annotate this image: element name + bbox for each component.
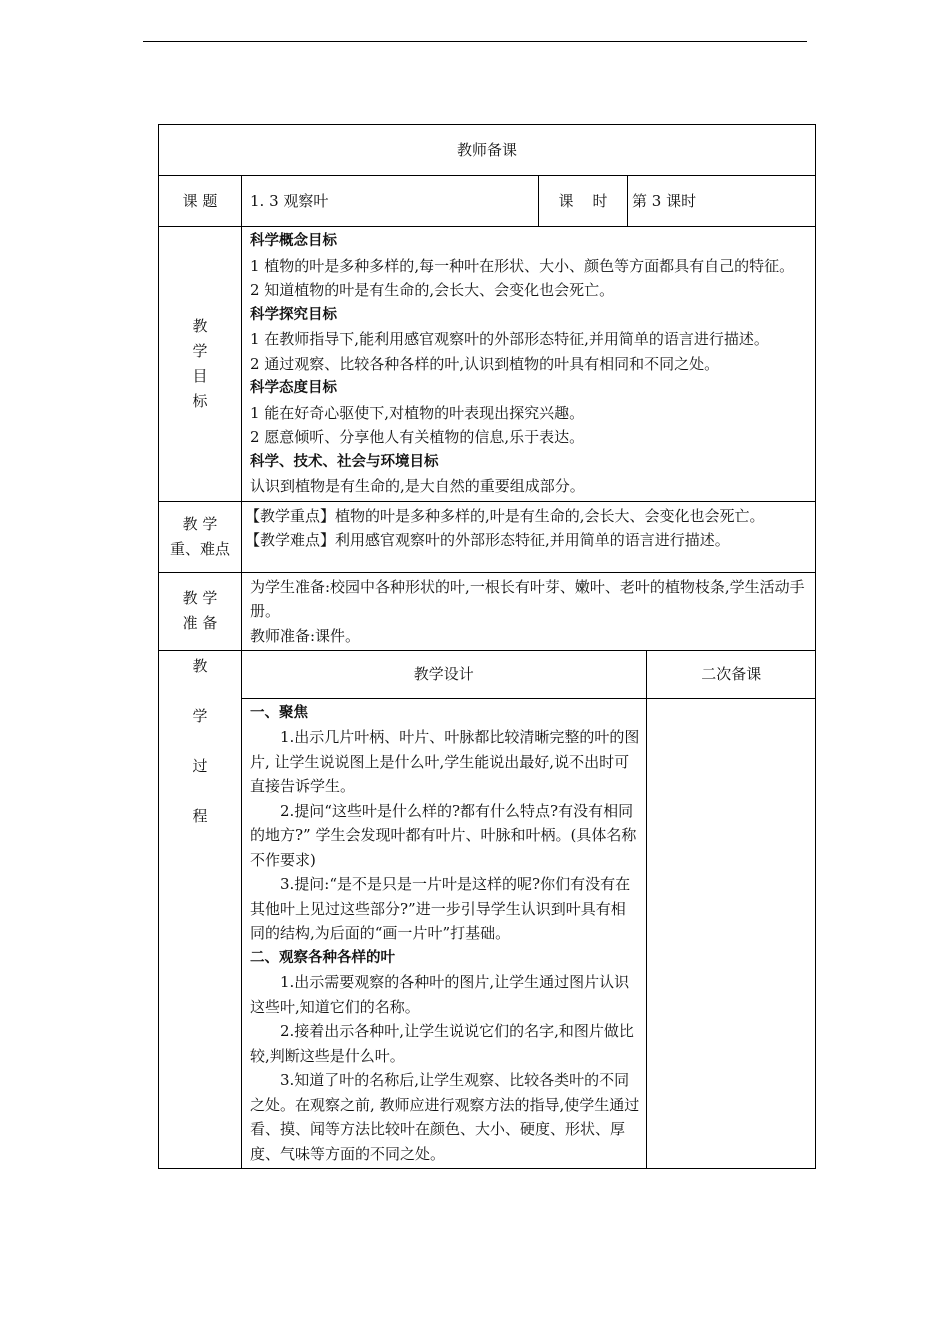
preparation-label <box>159 572 242 651</box>
objective-heading: 科学态度目标 <box>250 380 337 396</box>
student-preparation: 为学生准备:校园中各种形状的叶,一根长有叶芽、嫩叶、老叶的植物枝条,学生活动手册。 <box>250 577 805 620</box>
header-rule <box>143 41 807 42</box>
topic-label: 课 题 <box>159 176 242 227</box>
process-table <box>242 651 816 1168</box>
preparation-label-line: 准 备 <box>182 614 218 633</box>
objective-item: 1 植物的叶是多种多样的,每一种叶在形状、大小、颜色等方面都具有自己的特征。 <box>250 256 795 275</box>
process-label-char: 过 <box>192 757 208 775</box>
key-points-label <box>159 501 242 572</box>
process-paragraph: 2.提问“这些叶是什么样的?都有什么特点?有没有相同的地方?” 学生会发现叶都有叶片、叶脉和叶柄。(具体名称不作要求) <box>250 801 637 869</box>
process-heading: 一、聚焦 <box>250 704 308 721</box>
objective-item: 1 在教师指导下,能利用感官观察叶的外部形态特征,并用简单的语言进行描述。 <box>250 330 769 348</box>
objective-item: 2 知道植物的叶是有生命的,会长大、会变化也会死亡。 <box>250 281 615 299</box>
process-paragraph: 1.出示需要观察的各种叶的图片,让学生通过图片认识这些叶,知道它们的名称。 <box>250 973 630 1016</box>
page-title: 教师备课 <box>159 125 816 176</box>
key-points-content <box>242 501 816 572</box>
topic-value: 1. 3 观察叶 <box>242 176 539 227</box>
process-body <box>242 651 816 1169</box>
revision-notes <box>646 698 816 1168</box>
objective-heading: 科学概念目标 <box>250 233 337 249</box>
objectives-label-char: 标 <box>192 391 208 410</box>
design-header: 教学设计 <box>242 651 646 698</box>
objectives-content <box>242 227 816 502</box>
preparation-content <box>242 572 816 651</box>
revision-header: 二次备课 <box>646 651 816 698</box>
teaching-difficulty: 【教学难点】利用感官观察叶的外部形态特征,并用简单的语言进行描述。 <box>245 531 730 549</box>
process-heading: 二、观察各种各样的叶 <box>250 949 395 966</box>
process-paragraph: 3.知道了叶的名称后,让学生观察、比较各类叶的不同之处。在观察之前, 教师应进行观察方法的指导,使学生通过看、摸、闻等方法比较叶在颜色、大小、硬度、形状、厚度、气味等方面的不同之处。 <box>250 1071 640 1163</box>
preparation-label-line: 教 学 <box>182 589 218 608</box>
process-paragraph: 1.出示几片叶柄、叶片、叶脉都比较清晰完整的叶的图片, 让学生说说图上是什么叶,学生能说出最好,说不出时可直接告诉学生。 <box>250 728 640 795</box>
teaching-focus: 【教学重点】植物的叶是多种多样的,叶是有生命的,会长大、会变化也会死亡。 <box>245 506 765 525</box>
key-points-label-line: 教 学 <box>182 514 218 533</box>
objective-item: 2 愿意倾听、分享他人有关植物的信息,乐于表达。 <box>250 428 585 446</box>
objectives-label <box>159 227 242 502</box>
hours-value: 第 3 课时 <box>628 176 816 227</box>
process-label-char: 程 <box>192 807 208 825</box>
objective-item: 2 通过观察、比较各种各样的叶,认识到植物的叶具有相同和不同之处。 <box>250 354 720 373</box>
objective-item: 1 能在好奇心驱使下,对植物的叶表现出探究兴趣。 <box>250 403 585 422</box>
objective-heading: 科学探究目标 <box>250 306 337 323</box>
lesson-plan-table <box>158 124 816 1169</box>
process-paragraph: 2.接着出示各种叶,让学生说说它们的名字,和图片做比较,判断这些是什么叶。 <box>250 1022 634 1065</box>
process-label <box>159 651 242 1169</box>
hours-label: 课 时 <box>539 176 628 227</box>
process-label-char: 学 <box>192 707 208 725</box>
objective-item: 认识到植物是有生命的,是大自然的重要组成部分。 <box>250 477 585 495</box>
design-content <box>242 698 646 1168</box>
objectives-label-char: 学 <box>192 341 208 360</box>
objective-heading: 科学、技术、社会与环境目标 <box>250 453 439 470</box>
objectives-label-char: 目 <box>192 366 208 385</box>
process-paragraph: 3.提问:“是不是只是一片叶是这样的呢?你们有没有在其他叶上见过这些部分?”进一步引导学生认识到叶具有相同的结构,为后面的“画一片叶”打基础。 <box>250 875 631 942</box>
process-label-char: 教 <box>192 657 208 675</box>
objectives-label-char: 教 <box>192 316 208 335</box>
key-points-label-line: 重、难点 <box>169 539 230 558</box>
teacher-preparation: 教师准备:课件。 <box>250 626 361 645</box>
